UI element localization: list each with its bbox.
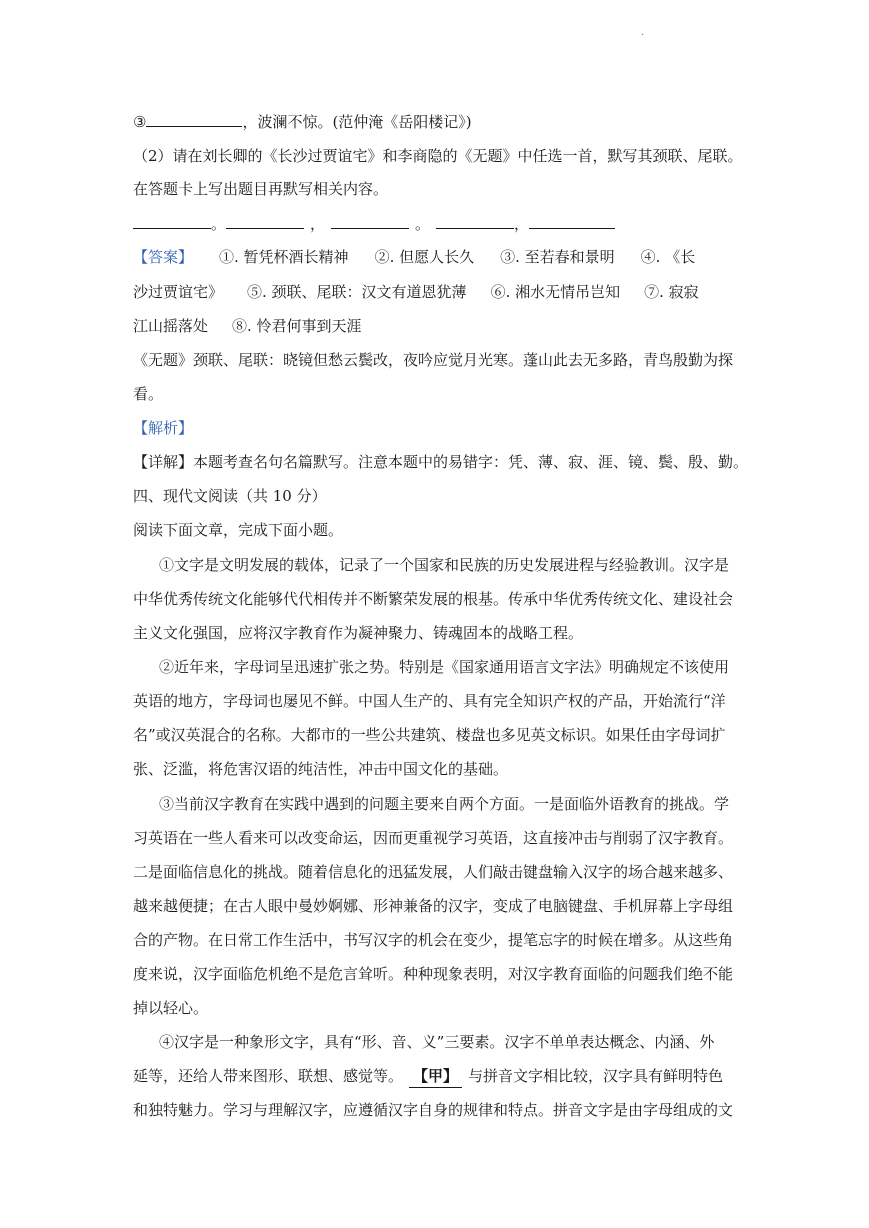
answer-item: 沙过贾谊宅》 <box>133 283 224 301</box>
answer-blank <box>226 214 304 229</box>
paragraph-2-line: 名”或汉英混合的名称。大都市的一些公共建筑、楼盘也多见英文标识。如果任由字母词扩 <box>133 726 726 744</box>
wuti-answer-line-2: 看。 <box>133 385 164 403</box>
paragraph-4-line: 和独特魅力。学习与理解汉字，应遵循汉字自身的规律和特点。拼音文字是由字母组成的文 <box>133 1101 734 1119</box>
paragraph-3-line: 掉以轻心。 <box>133 999 209 1017</box>
answer-label: 【答案】 <box>133 248 194 266</box>
paragraph-3-line: 度来说，汉字面临危机绝不是危言耸听。种种现象表明，对汉字教育面临的问题我们绝不能 <box>133 965 734 983</box>
corner-mark: · <box>641 30 645 41</box>
answer-item: ①. 暂凭杯酒长精神 <box>219 248 349 266</box>
paragraph-3-line: 越来越便捷；在古人眼中曼妙婀娜、形神兼备的汉字，变成了电脑键盘、手机屏幕上字母组 <box>133 897 734 915</box>
question-2-line-1: （2）请在刘长卿的《长沙过贾谊宅》和李商隐的《无题》中任选一首，默写其颈联、尾联。 <box>133 147 743 165</box>
answer-blanks-line <box>133 213 615 235</box>
answer-line-1 <box>133 246 695 268</box>
paragraph-4-line: ④汉字是一种象形文字，具有“形、音、义”三要素。汉字不单单表达概念、内涵、外 <box>159 1033 715 1051</box>
answer-item: 江山摇落处 <box>133 317 209 335</box>
wuti-answer-line-1: 《无题》颈联、尾联：晓镜但愁云鬓改，夜吟应觉月光寒。蓬山此去无多路，青鸟殷勤为探 <box>133 351 734 369</box>
paragraph-4-text: 与拼音文字相比较，汉字具有鲜明特色 <box>468 1067 724 1085</box>
reading-instruction: 阅读下面文章，完成下面小题。 <box>133 521 344 539</box>
analysis-label: 【解析】 <box>133 419 194 437</box>
paragraph-1-line: 中华优秀传统文化能够代代相传并不断繁荣发展的根基。传承中华优秀传统文化、建设社会 <box>133 590 734 608</box>
paragraph-4-line <box>133 1065 723 1088</box>
answer-blank <box>133 214 211 229</box>
q3-answer-blank <box>146 112 242 127</box>
answer-item: ⑤. 颈联、尾联：汉文有道恩犹薄 <box>247 283 467 301</box>
answer-line-2 <box>133 281 699 303</box>
answer-item: ⑧. 怜君何事到天涯 <box>232 317 362 335</box>
paragraph-2-line: 张、泛滥，将危害汉语的纯洁性，冲击中国文化的基础。 <box>133 760 509 778</box>
answer-blank <box>331 214 409 229</box>
answer-line-3 <box>133 315 362 337</box>
answer-item: ④. 《长 <box>640 248 696 266</box>
answer-blank <box>529 214 615 229</box>
answer-item: ⑥. 湘水无情吊岂知 <box>490 283 621 301</box>
q3-number: ③ <box>133 113 147 131</box>
question-3-line <box>133 111 472 133</box>
answer-blank <box>436 214 514 229</box>
question-2-line-2: 在答题卡上写出题目再默写相关内容。 <box>133 180 389 198</box>
section-title: 四、现代文阅读（共 10 分） <box>133 487 327 505</box>
paragraph-2-line: 英语的地方，字母词也屡见不鲜。中国人生产的、具有完全知识产权的产品，开始流行“洋 <box>133 692 726 710</box>
blank-separator: ， <box>310 215 326 233</box>
blank-separator: ， <box>514 215 530 233</box>
paragraph-3-line: 二是面临信息化的挑战。随着信息化的迅猛发展，人们敲击键盘输入汉字的场合越来越多、 <box>133 863 734 881</box>
answer-item: ⑦. 寂寂 <box>644 283 699 301</box>
answer-item: ②. 但愿人长久 <box>374 248 475 266</box>
blank-separator: 。 <box>415 215 431 233</box>
paragraph-3-line: 习英语在一些人看来可以改变命运，因而更重视学习英语，这直接冲击与削弱了汉字教育。 <box>133 829 734 847</box>
paragraph-3-line: ③当前汉字教育在实践中遇到的问题主要来自两个方面。一是面临外语教育的挑战。学 <box>159 795 730 813</box>
paragraph-3-line: 合的产物。在日常工作生活中，书写汉字的机会在变少，提笔忘字的时候在增多。从这些角 <box>133 931 734 949</box>
answer-item: ③. 至若春和景明 <box>500 248 615 266</box>
paragraph-4-text: 延等，还给人带来图形、联想、感觉等。 <box>133 1067 404 1085</box>
paragraph-2-line: ②近年来，字母词呈迅速扩张之势。特别是《国家通用语言文字法》明确规定不该使用 <box>159 658 730 676</box>
paragraph-1-line: ①文字是文明发展的载体，记录了一个国家和民族的历史发展进程与经验教训。汉字是 <box>159 556 730 574</box>
blank-separator: 。 <box>211 215 227 233</box>
q3-text: ，波澜不惊。(范仲淹《岳阳楼记》) <box>242 113 472 131</box>
paragraph-1-line: 主义文化强国，应将汉字教育作为凝神聚力、铸魂固本的战略工程。 <box>133 624 584 642</box>
detail-line: 【详解】本题考查名句名篇默写。注意本题中的易错字：凭、薄、寂、涯、镜、鬓、殷、勤。 <box>133 453 749 471</box>
blank-jia: 【甲】 <box>409 1065 462 1088</box>
